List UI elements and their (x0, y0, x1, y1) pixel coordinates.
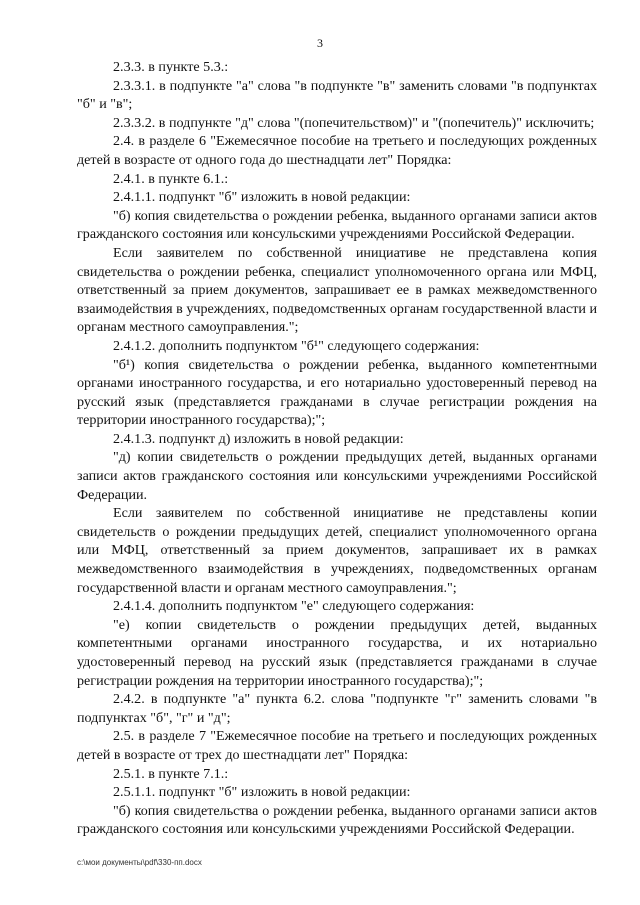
paragraph: "б) копия свидетельства о рождении ребенка, выданного органами записи актов гражданского состояния или консульскими учреждениями Российской Федерации. (77, 802, 597, 838)
page-number: 3 (317, 36, 323, 50)
paragraph: 2.4.2. в подпункте "а" пункта 6.2. слова "подпункте "г" заменить словами "в подпунктах "б", "г" и "д"; (77, 691, 597, 726)
paragraph: 2.4.1.2. дополнить подпунктом "б¹" следующего содержания: (113, 337, 480, 354)
paragraph: 2.5.1.1. подпункт "б" изложить в новой редакции: (113, 784, 411, 801)
paragraph: 2.3.3.1. в подпункте "а" слова "в подпункте "в" заменить словами "в подпунктах "б" и "в"; (77, 77, 597, 113)
paragraph: 2.3.3. в пункте 5.3.: (113, 59, 229, 75)
paragraph: Если заявителем по собственной инициативе не представлены копии свидетельств о рождении предыдущих детей, специалист уполномоченного органа или МФЦ, ответственный за прием документов, запрашивает их в рамках межведомственного взаимодействия в учреждениях, подведомственных органам государственной власти и органам местного самоуправления."; (77, 505, 597, 596)
document-body (77, 58, 597, 839)
paragraph: 2.5. в разделе 7 "Ежемесячное пособие на третьего и последующих рожденных детей в возрасте от трех до шестнадцати лет" Порядка: (77, 728, 597, 763)
file-path-footer: c:\мои документы\pdf\330-пп.docx (77, 858, 202, 867)
paragraph: 2.4.1.4. дополнить подпунктом "е" следующего содержания: (113, 598, 475, 615)
paragraph: "д) копии свидетельств о рождении предыдущих детей, выданных органами записи актов гражданского состояния или консульскими учреждениями Российской Федерации. (77, 449, 597, 503)
paragraph: Если заявителем по собственной инициативе не представлена копия свидетельства о рождении ребенка, специалист уполномоченного органа или МФЦ, ответственный за прием документов, запрашивает ее в рамках межведомственного взаимодействия в учреждениях, подведомственных органам государственной власти и органам местного самоуправления."; (77, 244, 597, 336)
paragraph: "б) копия свидетельства о рождении ребенка, выданного органами записи актов гражданского состояния или консульскими учреждениями Российской Федерации. (77, 207, 597, 243)
paragraph: "е) копии свидетельств о рождении предыдущих детей, выданных компетентными органами иностранного государства, и их нотариально удостоверенный перевод на русский язык (представляется гражданами в случае регистрации рождения на территории иностранного государства);"; (77, 616, 597, 689)
paragraph: 2.3.3.2. в подпункте "д" слова "(попечительством)" и "(попечитель)" исключить; (113, 114, 595, 131)
paragraph: 2.4.1. в пункте 6.1.: (113, 170, 229, 187)
paragraph: 2.5.1. в пункте 7.1.: (113, 765, 229, 782)
paragraph: 2.4.1.1. подпункт "б" изложить в новой редакции: (113, 189, 411, 206)
paragraph: 2.4. в разделе 6 "Ежемесячное пособие на третьего и последующих рожденных детей в возрасте от одного года до шестнадцати лет" Порядка: (77, 133, 597, 168)
paragraph: "б¹) копия свидетельства о рождении ребенка, выданного компетентными органами иностранного государства, и его нотариально удостоверенный перевод на русский язык (представляется гражданами в случае регистрации рождения на территории иностранного государства);"; (77, 356, 597, 429)
paragraph: 2.4.1.3. подпункт д) изложить в новой редакции: (113, 430, 404, 447)
